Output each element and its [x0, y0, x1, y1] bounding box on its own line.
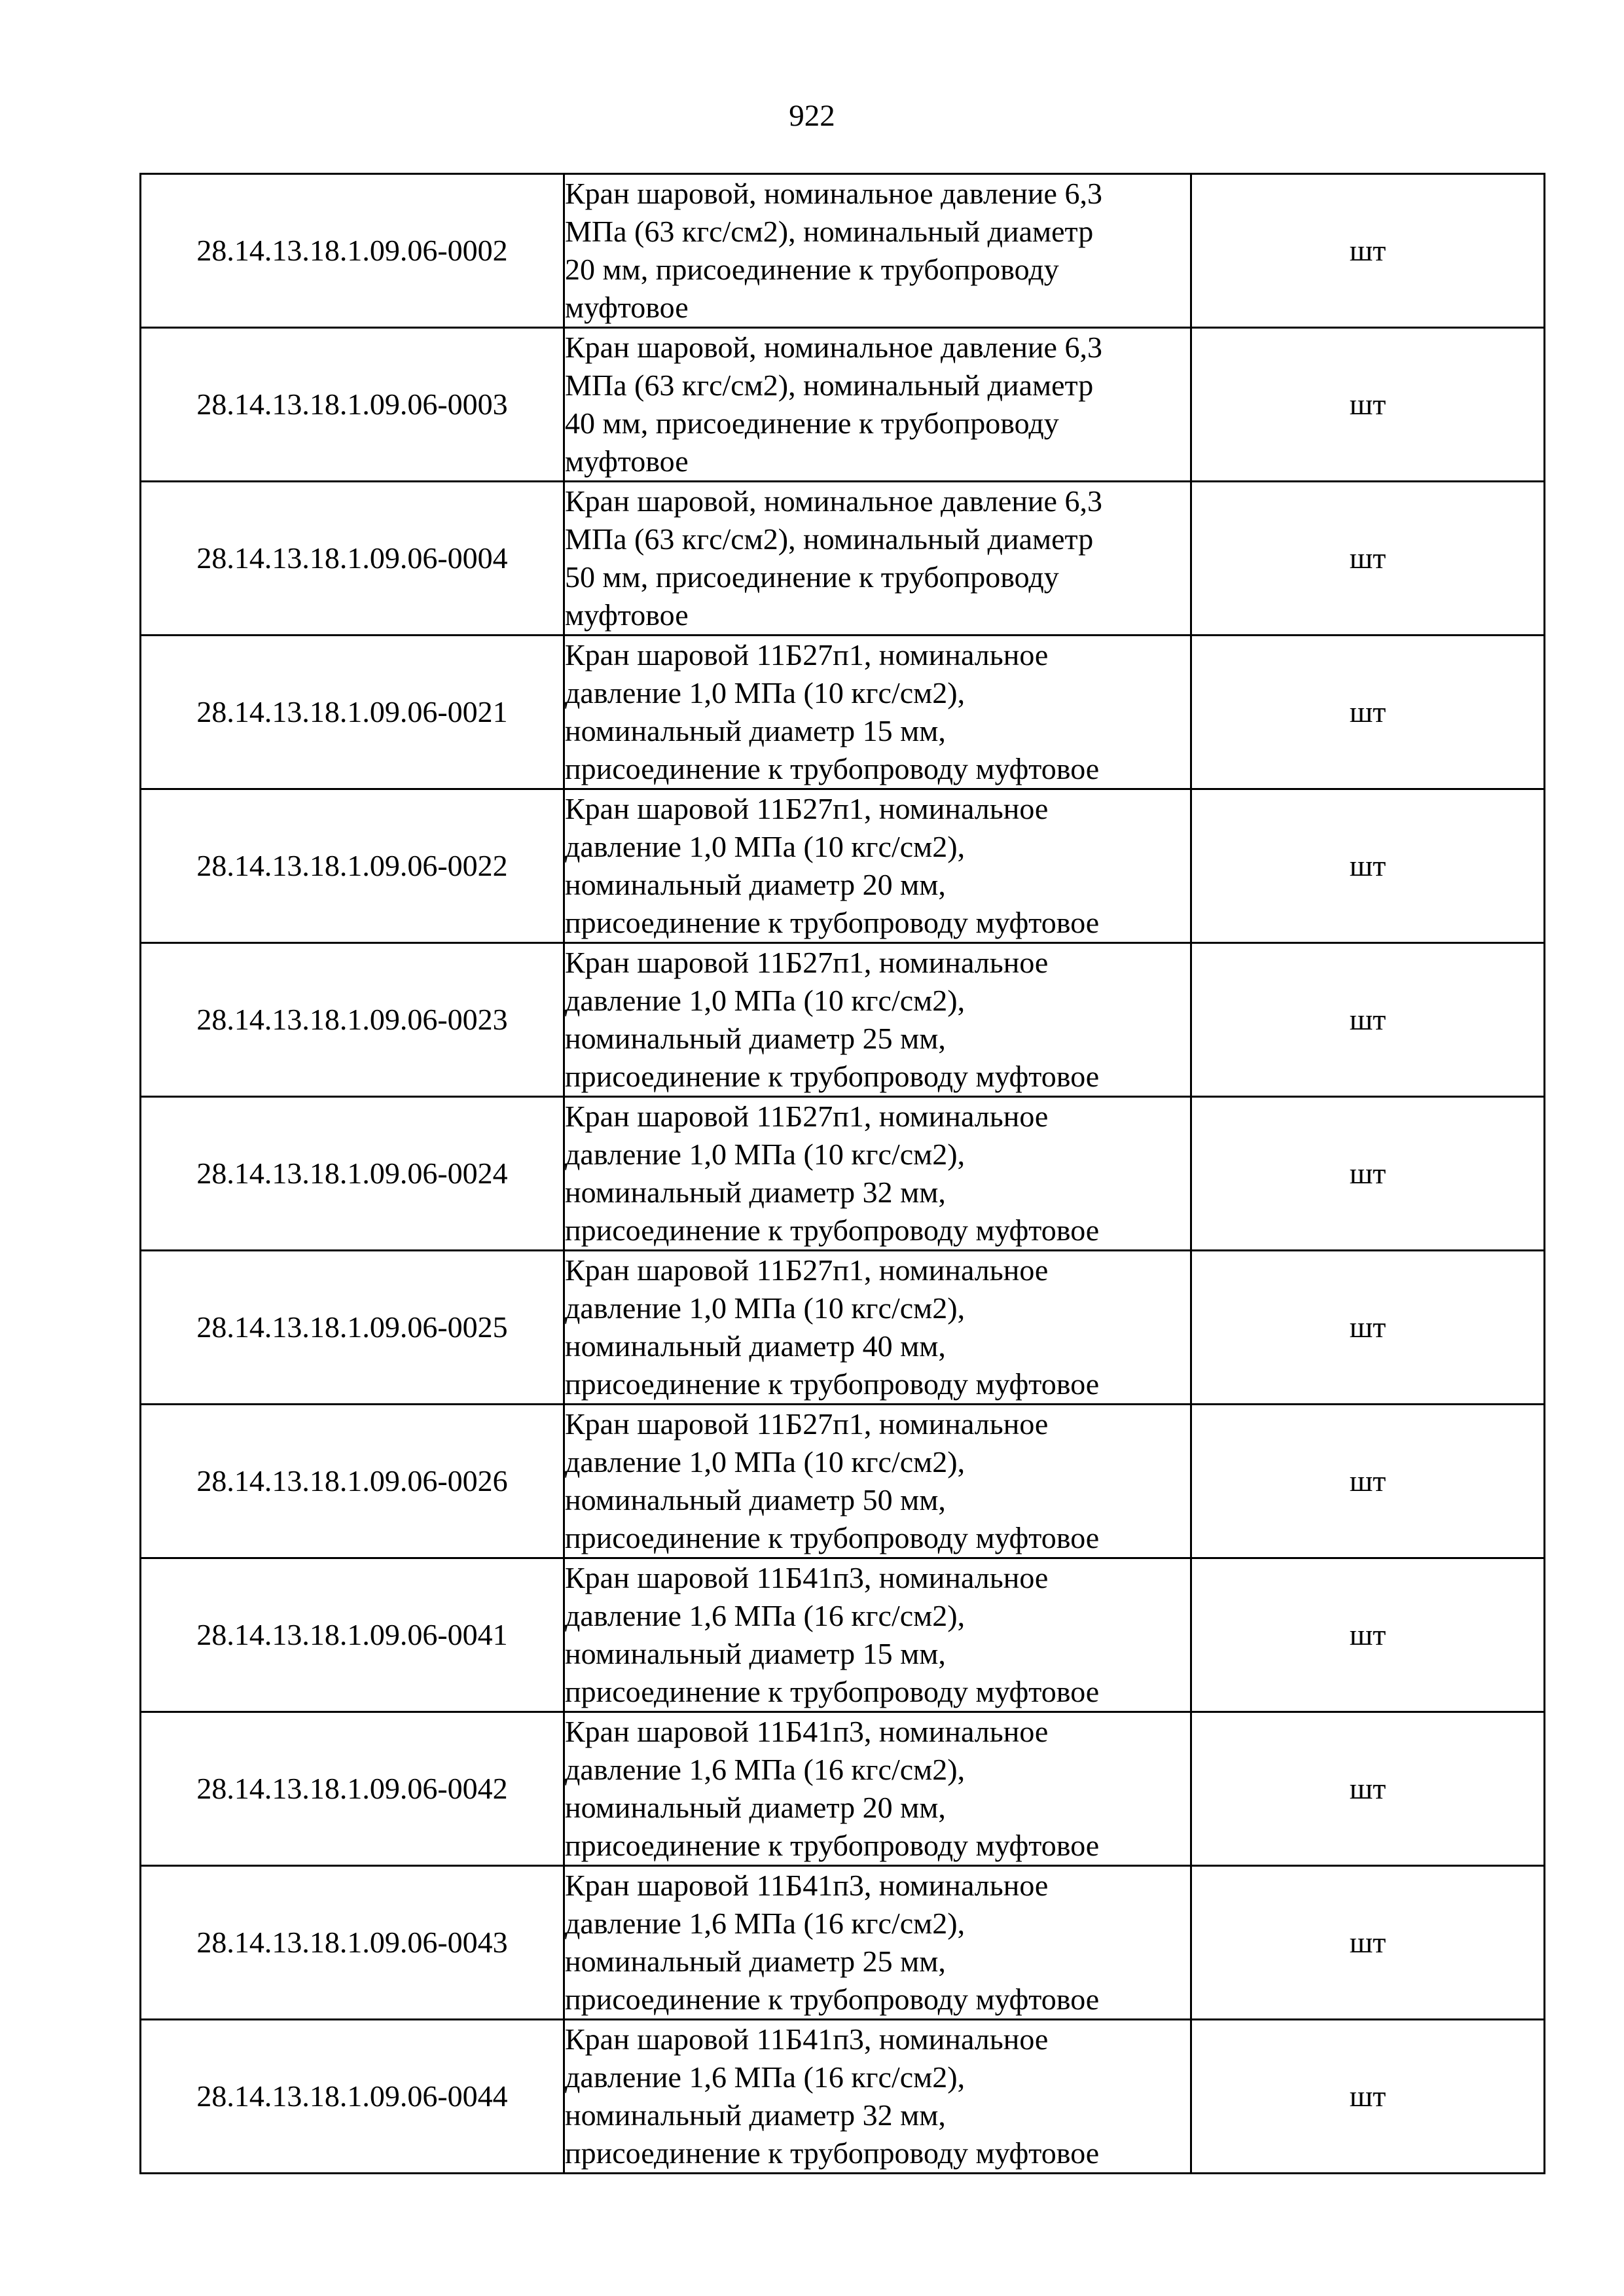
description-line: МПа (63 кгс/см2), номинальный диаметр [565, 522, 1094, 556]
unit-of-measure: шт [1191, 2020, 1545, 2174]
description-line: давление 1,6 МПа (16 кгс/см2), [565, 1907, 965, 1940]
description-line: давление 1,0 МПа (10 кгс/см2), [565, 984, 965, 1017]
unit-of-measure: шт [1191, 328, 1545, 482]
description-line: присоединение к трубопроводу муфтовое [565, 752, 1100, 785]
table-row [141, 482, 1545, 636]
resource-code: 28.14.13.18.1.09.06-0026 [141, 1405, 564, 1558]
table-row [141, 1405, 1545, 1558]
catalog-table [139, 173, 1545, 2174]
resource-description [564, 636, 1191, 789]
description-line: муфтовое [565, 291, 689, 324]
description-line: муфтовое [565, 598, 689, 632]
table-row [141, 174, 1545, 328]
description-line: присоединение к трубопроводу муфтовое [565, 2136, 1100, 2170]
resource-code: 28.14.13.18.1.09.06-0043 [141, 1866, 564, 2020]
resource-code: 28.14.13.18.1.09.06-0002 [141, 174, 564, 328]
table-row [141, 1712, 1545, 1866]
unit-of-measure: шт [1191, 943, 1545, 1097]
unit-of-measure: шт [1191, 174, 1545, 328]
unit-of-measure: шт [1191, 1251, 1545, 1405]
description-line: Кран шаровой 11Б41п3, номинальное [565, 1869, 1049, 1902]
description-line: давление 1,6 МПа (16 кгс/см2), [565, 2060, 965, 2094]
description-line: муфтовое [565, 444, 689, 478]
description-line: МПа (63 кгс/см2), номинальный диаметр [565, 215, 1094, 248]
resource-code: 28.14.13.18.1.09.06-0021 [141, 636, 564, 789]
description-line: Кран шаровой, номинальное давление 6,3 [565, 331, 1102, 364]
unit-of-measure: шт [1191, 636, 1545, 789]
resource-code: 28.14.13.18.1.09.06-0023 [141, 943, 564, 1097]
description-line: Кран шаровой 11Б27п1, номинальное [565, 1253, 1049, 1287]
table-row [141, 328, 1545, 482]
unit-of-measure: шт [1191, 1866, 1545, 2020]
description-line: Кран шаровой 11Б27п1, номинальное [565, 1100, 1049, 1133]
description-line: присоединение к трубопроводу муфтовое [565, 906, 1100, 939]
resource-description [564, 1712, 1191, 1866]
table-row [141, 1558, 1545, 1712]
table-row [141, 636, 1545, 789]
description-line: присоединение к трубопроводу муфтовое [565, 1521, 1100, 1554]
description-line: давление 1,0 МПа (10 кгс/см2), [565, 676, 965, 709]
description-line: номинальный диаметр 25 мм, [565, 1022, 946, 1055]
description-line: давление 1,0 МПа (10 кгс/см2), [565, 1291, 965, 1325]
resource-description [564, 1558, 1191, 1712]
catalog-table-body [141, 174, 1545, 2174]
resource-description [564, 2020, 1191, 2174]
resource-code: 28.14.13.18.1.09.06-0042 [141, 1712, 564, 1866]
resource-code: 28.14.13.18.1.09.06-0044 [141, 2020, 564, 2174]
description-line: Кран шаровой 11Б41п3, номинальное [565, 2022, 1049, 2056]
resource-code: 28.14.13.18.1.09.06-0022 [141, 789, 564, 943]
description-line: номинальный диаметр 20 мм, [565, 1791, 946, 1824]
unit-of-measure: шт [1191, 1712, 1545, 1866]
description-line: давление 1,0 МПа (10 кгс/см2), [565, 830, 965, 863]
resource-code: 28.14.13.18.1.09.06-0041 [141, 1558, 564, 1712]
description-line: МПа (63 кгс/см2), номинальный диаметр [565, 368, 1094, 402]
unit-of-measure: шт [1191, 1097, 1545, 1251]
resource-code: 28.14.13.18.1.09.06-0004 [141, 482, 564, 636]
resource-description [564, 328, 1191, 482]
unit-of-measure: шт [1191, 1558, 1545, 1712]
description-line: Кран шаровой 11Б27п1, номинальное [565, 1407, 1049, 1441]
description-line: номинальный диаметр 32 мм, [565, 2098, 946, 2132]
table-row [141, 943, 1545, 1097]
resource-code: 28.14.13.18.1.09.06-0025 [141, 1251, 564, 1405]
resource-description [564, 789, 1191, 943]
description-line: Кран шаровой 11Б27п1, номинальное [565, 946, 1049, 979]
description-line: давление 1,0 МПа (10 кгс/см2), [565, 1138, 965, 1171]
resource-description [564, 943, 1191, 1097]
table-row [141, 1251, 1545, 1405]
description-line: присоединение к трубопроводу муфтовое [565, 1213, 1100, 1247]
description-line: Кран шаровой 11Б27п1, номинальное [565, 792, 1049, 825]
table-row [141, 1097, 1545, 1251]
description-line: 50 мм, присоединение к трубопроводу [565, 560, 1059, 594]
description-line: 20 мм, присоединение к трубопроводу [565, 253, 1059, 286]
description-line: Кран шаровой, номинальное давление 6,3 [565, 484, 1102, 518]
description-line: Кран шаровой 11Б41п3, номинальное [565, 1715, 1049, 1748]
description-line: Кран шаровой 11Б27п1, номинальное [565, 638, 1049, 672]
resource-description [564, 1405, 1191, 1558]
resource-description [564, 1097, 1191, 1251]
unit-of-measure: шт [1191, 789, 1545, 943]
description-line: 40 мм, присоединение к трубопроводу [565, 406, 1059, 440]
description-line: присоединение к трубопроводу муфтовое [565, 1829, 1100, 1862]
table-row [141, 2020, 1545, 2174]
description-line: номинальный диаметр 25 мм, [565, 1945, 946, 1978]
resource-description [564, 1866, 1191, 2020]
description-line: номинальный диаметр 20 мм, [565, 868, 946, 901]
description-line: номинальный диаметр 50 мм, [565, 1483, 946, 1516]
resource-code: 28.14.13.18.1.09.06-0003 [141, 328, 564, 482]
description-line: присоединение к трубопроводу муфтовое [565, 1675, 1100, 1708]
resource-code: 28.14.13.18.1.09.06-0024 [141, 1097, 564, 1251]
table-row [141, 1866, 1545, 2020]
resource-description [564, 1251, 1191, 1405]
description-line: Кран шаровой, номинальное давление 6,3 [565, 177, 1102, 210]
resource-description [564, 174, 1191, 328]
unit-of-measure: шт [1191, 482, 1545, 636]
description-line: Кран шаровой 11Б41п3, номинальное [565, 1561, 1049, 1594]
description-line: присоединение к трубопроводу муфтовое [565, 1367, 1100, 1401]
table-row [141, 789, 1545, 943]
description-line: номинальный диаметр 32 мм, [565, 1175, 946, 1209]
resource-description [564, 482, 1191, 636]
unit-of-measure: шт [1191, 1405, 1545, 1558]
description-line: давление 1,0 МПа (10 кгс/см2), [565, 1445, 965, 1479]
description-line: давление 1,6 МПа (16 кгс/см2), [565, 1753, 965, 1786]
description-line: номинальный диаметр 40 мм, [565, 1329, 946, 1363]
page-number: 922 [789, 99, 835, 133]
description-line: номинальный диаметр 15 мм, [565, 714, 946, 747]
description-line: присоединение к трубопроводу муфтовое [565, 1060, 1100, 1093]
description-line: номинальный диаметр 15 мм, [565, 1637, 946, 1670]
description-line: присоединение к трубопроводу муфтовое [565, 1982, 1100, 2016]
description-line: давление 1,6 МПа (16 кгс/см2), [565, 1599, 965, 1632]
